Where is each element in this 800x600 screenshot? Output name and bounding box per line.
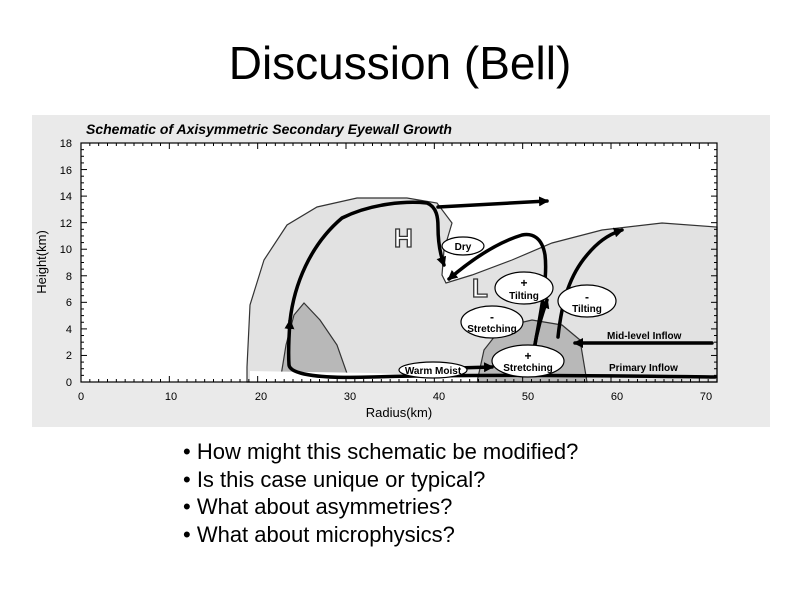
minus-stretching-sign: -: [490, 310, 494, 324]
plus-tilting-label: Tilting: [509, 291, 539, 302]
minus-tilting-label: Tilting: [572, 304, 602, 315]
warm-moist-bubble: [399, 362, 467, 378]
x-tick-label: 60: [610, 391, 624, 403]
y-tick-label: 12: [59, 218, 72, 230]
diagram-title: Schematic of Axisymmetric Secondary Eyewall Growth: [86, 121, 452, 137]
high-pressure-label: H: [394, 223, 413, 253]
eyewall-schematic-figure: [32, 115, 770, 427]
x-tick-label: 20: [254, 391, 268, 403]
y-tick-label: 2: [65, 350, 72, 362]
y-tick-label: 6: [65, 297, 72, 309]
y-tick-label: 18: [59, 138, 72, 150]
x-tick-label: 70: [699, 391, 713, 403]
y-tick-label: 4: [65, 324, 72, 336]
plus-stretching-bubble: [492, 345, 564, 377]
bullet-item: • What about asymmetries?: [183, 494, 453, 519]
dry-label: Dry: [454, 242, 472, 253]
y-tick-label: 16: [59, 165, 72, 177]
x-tick-label: 0: [77, 391, 85, 403]
warm-moist-label: Warm Moist: [404, 366, 462, 377]
x-axis-label: Radius(km): [365, 405, 433, 420]
x-tick-label: 10: [164, 391, 178, 403]
plus-stretching-label: Stretching: [503, 363, 553, 374]
plus-tilting-sign: +: [520, 276, 528, 290]
y-tick-label: 0: [65, 377, 72, 389]
y-tick-label: 8: [65, 271, 72, 283]
primary-inflow-label: Primary Inflow: [609, 363, 678, 374]
bullet-item: • How might this schematic be modified?: [183, 439, 579, 464]
bullet-item: • Is this case unique or typical?: [183, 466, 486, 492]
minus-stretching-label: Stretching: [467, 324, 517, 335]
slide-title: Discussion (Bell): [228, 37, 572, 89]
x-tick-label: 40: [432, 391, 446, 403]
low-pressure-label: L: [472, 273, 488, 303]
plus-tilting-bubble: [495, 272, 553, 304]
y-tick-label: 10: [59, 244, 72, 256]
plus-stretching-sign: +: [524, 349, 532, 363]
mid-level-inflow-label: Mid-level Inflow: [607, 331, 682, 342]
x-tick-label: 50: [521, 391, 535, 403]
x-tick-label: 30: [343, 391, 357, 403]
minus-stretching-bubble: [461, 306, 523, 338]
dry-bubble: [442, 237, 484, 255]
minus-tilting-bubble: [558, 285, 616, 317]
discussion-bullet-list: [183, 438, 578, 548]
y-tick-label: 14: [59, 191, 72, 203]
bullet-item: • What about microphysics?: [183, 521, 455, 547]
y-axis-label: Height(km): [34, 230, 49, 294]
minus-tilting-sign: -: [585, 290, 589, 304]
